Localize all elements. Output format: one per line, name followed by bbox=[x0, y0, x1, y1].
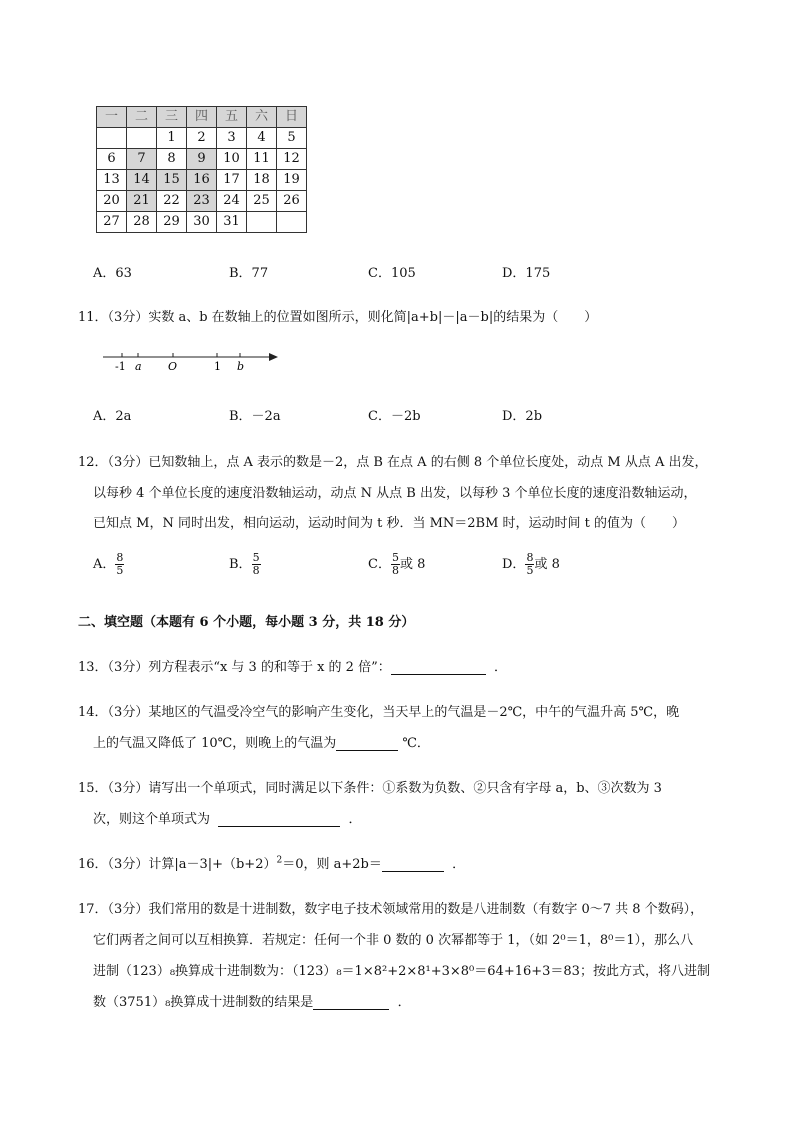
calendar-header-cell: 日 bbox=[277, 107, 307, 128]
period: ． bbox=[348, 812, 362, 827]
section-title: 二、填空题（本题有 6 个小题，每小题 3 分，共 18 分） bbox=[78, 615, 415, 630]
label-1: 1 bbox=[214, 360, 221, 373]
fraction bbox=[391, 552, 400, 577]
q14-text: 上的气温又降低了 10℃，则晚上的气温为 bbox=[93, 736, 337, 751]
numerator: 5 bbox=[391, 551, 399, 564]
calendar-cell: 10 bbox=[217, 149, 247, 170]
option-label: D． bbox=[502, 557, 526, 572]
calendar-cell: 31 bbox=[217, 212, 247, 233]
q17-line3: 进制（123）₈换算成十进制数为：（123）₈＝1×8²+2×8¹+3×8⁰＝64+16+3＝83；按此方式，将八进制 bbox=[93, 964, 710, 979]
numerator: 8 bbox=[116, 551, 124, 564]
calendar-row bbox=[97, 212, 307, 233]
calendar-row bbox=[97, 149, 307, 170]
q10-option-d: D．175 bbox=[502, 266, 551, 281]
q11-option-c: C．－2b bbox=[368, 409, 421, 424]
q12-option-d bbox=[502, 552, 560, 577]
q12-option-a bbox=[93, 552, 124, 577]
option-label: B． bbox=[229, 557, 252, 572]
q12-line1: 12．（3分）已知数轴上，点 A 表示的数是－2，点 B 在点 A 的右侧 8 个单位长度处，动点 M 从点 A 出发， bbox=[78, 455, 708, 470]
numerator: 8 bbox=[526, 551, 534, 564]
label-a: a bbox=[135, 360, 142, 373]
answer-blank bbox=[313, 995, 389, 1010]
period: ． bbox=[397, 995, 411, 1010]
calendar-cell: 24 bbox=[217, 191, 247, 212]
calendar-table bbox=[96, 106, 307, 233]
calendar-cell: 1 bbox=[157, 128, 187, 149]
calendar-cell: 28 bbox=[127, 212, 157, 233]
calendar-header-cell: 六 bbox=[247, 107, 277, 128]
calendar-cell: 13 bbox=[97, 170, 127, 191]
answer-blank bbox=[391, 660, 486, 675]
calendar-cell-shaded: 14 bbox=[127, 170, 157, 191]
q17-text: 数（3751）₈换算成十进制数的结果是 bbox=[93, 995, 314, 1010]
q11-stem: 11．（3分）实数 a、b 在数轴上的位置如图所示，则化简|a+b|－|a－b|的结果为（ ） bbox=[78, 310, 598, 325]
calendar-cell bbox=[247, 212, 277, 233]
exponent: 2 bbox=[276, 855, 283, 866]
label-o: O bbox=[168, 360, 178, 373]
q10-option-b: B．77 bbox=[229, 266, 269, 281]
calendar-cell: 17 bbox=[217, 170, 247, 191]
q16-pre: 16．（3分）计算|a－3|+（b+2） bbox=[78, 857, 277, 872]
q17-line2: 它们两者之间可以互相换算．若规定：任何一个非 0 数的 0 次幂都等于 1，（如 2⁰＝1，8⁰＝1），那么八 bbox=[93, 933, 694, 948]
calendar-cell: 2 bbox=[187, 128, 217, 149]
calendar-header-cell: 五 bbox=[217, 107, 247, 128]
q15-line1: 15．（3分）请写出一个单项式，同时满足以下条件：①系数为负数、②只含有字母 a，b、③次数为 3 bbox=[78, 781, 662, 796]
calendar-cell: 19 bbox=[277, 170, 307, 191]
q11-option-b: B．－2a bbox=[229, 409, 281, 424]
q15-line2 bbox=[93, 808, 362, 827]
q12-line2: 以每秒 4 个单位长度的速度沿数轴运动，动点 N 从点 B 出发，以每秒 3 个单位长度的速度沿数轴运动， bbox=[93, 486, 697, 501]
calendar-header-cell: 三 bbox=[157, 107, 187, 128]
calendar-header-cell: 四 bbox=[187, 107, 217, 128]
denominator: 8 bbox=[391, 564, 399, 577]
calendar-cell bbox=[277, 212, 307, 233]
calendar-cell: 4 bbox=[247, 128, 277, 149]
q14-line1: 14．（3分）某地区的气温受冷空气的影响产生变化，当天早上的气温是－2℃，中午的气温升高 5℃，晚 bbox=[78, 705, 680, 720]
denominator: 5 bbox=[116, 564, 124, 577]
q17-line1: 17．（3分）我们常用的数是十进制数，数字电子技术领域常用的数是八进制数（有数字 0～7 共 8 个数码）， bbox=[78, 902, 704, 917]
calendar-cell-shaded: 15 bbox=[157, 170, 187, 191]
q12-line3: 已知点 M，N 同时出发，相向运动，运动时间为 t 秒．当 MN＝2BM 时，运动时间 t 的值为（ ） bbox=[93, 516, 686, 531]
option-label: C． bbox=[368, 557, 391, 572]
calendar-header-row bbox=[97, 107, 307, 128]
calendar-cell: 11 bbox=[247, 149, 277, 170]
calendar-cell: 29 bbox=[157, 212, 187, 233]
calendar-cell bbox=[97, 128, 127, 149]
number-line-figure bbox=[100, 346, 285, 376]
calendar-cell-shaded: 16 bbox=[187, 170, 217, 191]
q15-text: 次，则这个单项式为 bbox=[93, 812, 211, 827]
calendar-cell: 30 bbox=[187, 212, 217, 233]
q10-option-c: C．105 bbox=[368, 266, 416, 281]
calendar-cell: 12 bbox=[277, 149, 307, 170]
numerator: 5 bbox=[252, 551, 260, 564]
label-neg1: -1 bbox=[115, 360, 126, 373]
period: ． bbox=[494, 660, 508, 675]
q14-unit: ℃． bbox=[402, 736, 430, 751]
answer-blank bbox=[336, 736, 398, 751]
calendar-cell: 20 bbox=[97, 191, 127, 212]
q17-line4 bbox=[93, 991, 411, 1010]
calendar-cell: 22 bbox=[157, 191, 187, 212]
q11-option-d: D．2b bbox=[502, 409, 543, 424]
calendar-cell-shaded: 9 bbox=[187, 149, 217, 170]
q16-post: ＝0，则 a+2b＝ bbox=[282, 857, 382, 872]
calendar-row bbox=[97, 128, 307, 149]
q14-line2 bbox=[93, 732, 430, 751]
calendar-header-cell: 二 bbox=[127, 107, 157, 128]
calendar-header-cell: 一 bbox=[97, 107, 127, 128]
option-tail: 或 8 bbox=[534, 557, 560, 572]
calendar-cell: 27 bbox=[97, 212, 127, 233]
fraction bbox=[115, 552, 124, 577]
q13 bbox=[78, 656, 507, 675]
calendar-row bbox=[97, 170, 307, 191]
q12-option-c bbox=[368, 552, 425, 577]
calendar-cell: 3 bbox=[217, 128, 247, 149]
option-label: A． bbox=[93, 557, 116, 572]
denominator: 8 bbox=[252, 564, 260, 577]
number-line-arrow-icon bbox=[269, 353, 278, 361]
period: ． bbox=[452, 857, 466, 872]
denominator: 5 bbox=[526, 564, 534, 577]
calendar-cell-shaded: 21 bbox=[127, 191, 157, 212]
calendar-cell: 8 bbox=[157, 149, 187, 170]
calendar-cell: 18 bbox=[247, 170, 277, 191]
calendar-cell: 5 bbox=[277, 128, 307, 149]
q16 bbox=[78, 853, 465, 872]
answer-blank bbox=[218, 812, 340, 827]
q12-option-b bbox=[229, 552, 261, 577]
label-b: b bbox=[237, 360, 245, 373]
q11-option-a: A．2a bbox=[93, 409, 132, 424]
calendar-cell: 6 bbox=[97, 149, 127, 170]
calendar-cell-shaded: 7 bbox=[127, 149, 157, 170]
calendar-cell: 26 bbox=[277, 191, 307, 212]
calendar-cell: 25 bbox=[247, 191, 277, 212]
option-tail: 或 8 bbox=[399, 557, 426, 572]
calendar-row bbox=[97, 191, 307, 212]
calendar-cell-shaded: 23 bbox=[187, 191, 217, 212]
answer-blank bbox=[382, 857, 444, 872]
calendar-cell bbox=[127, 128, 157, 149]
q13-text: 13．（3分）列方程表示“x 与 3 的和等于 x 的 2 倍”： bbox=[78, 660, 391, 675]
fraction bbox=[252, 552, 261, 577]
q10-option-a: A．63 bbox=[93, 266, 132, 281]
